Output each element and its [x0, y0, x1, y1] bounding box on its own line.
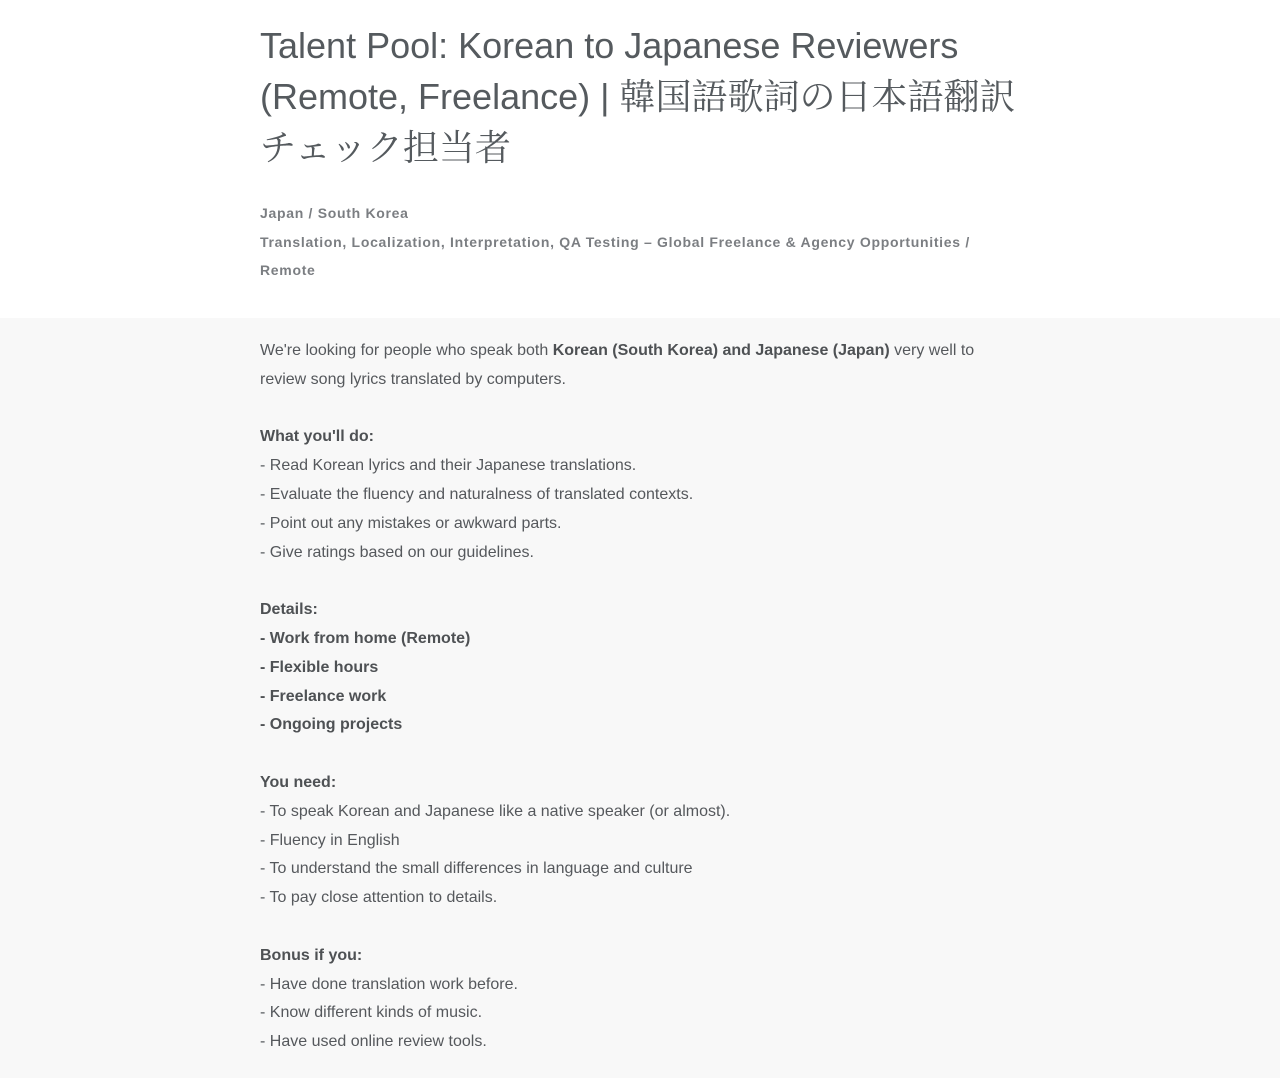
job-title: Talent Pool: Korean to Japanese Reviewers (Remote, Freelance) | 韓国語歌詞の日本語翻訳チェック担当者 [260, 25, 1016, 168]
list-item: - Evaluate the fluency and naturalness of translated contexts. [260, 485, 694, 503]
job-description [260, 337, 1000, 1057]
list-item: - Freelance work [260, 687, 387, 705]
need-heading: You need: [260, 773, 337, 791]
job-meta [260, 199, 980, 285]
intro-languages: Korean (South Korea) and Japanese (Japan) [552, 342, 890, 359]
list-item: - Work from home (Remote) [260, 629, 471, 647]
intro-text: We're looking for people who speak both [260, 342, 553, 359]
list-item: - Have used online review tools. [260, 1033, 487, 1051]
job-location: Japan / South Korea [260, 205, 409, 221]
list-item: - Have done translation work before. [260, 975, 518, 993]
intro-paragraph [260, 337, 1000, 395]
list-item: - Know different kinds of music. [260, 1004, 483, 1022]
job-category: Translation, Localization, Interpretation, QA Testing – Global Freelance & Agency Opportunities / Remote [260, 233, 970, 278]
list-item: - To understand the small differences in language and culture [260, 860, 693, 878]
bonus-heading: Bonus if you: [260, 946, 363, 964]
list-item: - Point out any mistakes or awkward parts. [260, 514, 562, 532]
list-item: - Flexible hours [260, 658, 379, 676]
list-item: - To speak Korean and Japanese like a native speaker (or almost). [260, 802, 731, 820]
intro-text-end: very well to review song lyrics translated by computers. [260, 342, 975, 388]
job-header [0, 0, 1280, 318]
list-item: - Give ratings based on our guidelines. [260, 543, 534, 561]
list-item: - Ongoing projects [260, 716, 403, 734]
list-item: - To pay close attention to details. [260, 889, 498, 907]
list-item: - Fluency in English [260, 831, 400, 849]
list-item: - Read Korean lyrics and their Japanese translations. [260, 457, 637, 475]
what-heading: What you'll do: [260, 428, 375, 446]
details-heading: Details: [260, 601, 318, 619]
